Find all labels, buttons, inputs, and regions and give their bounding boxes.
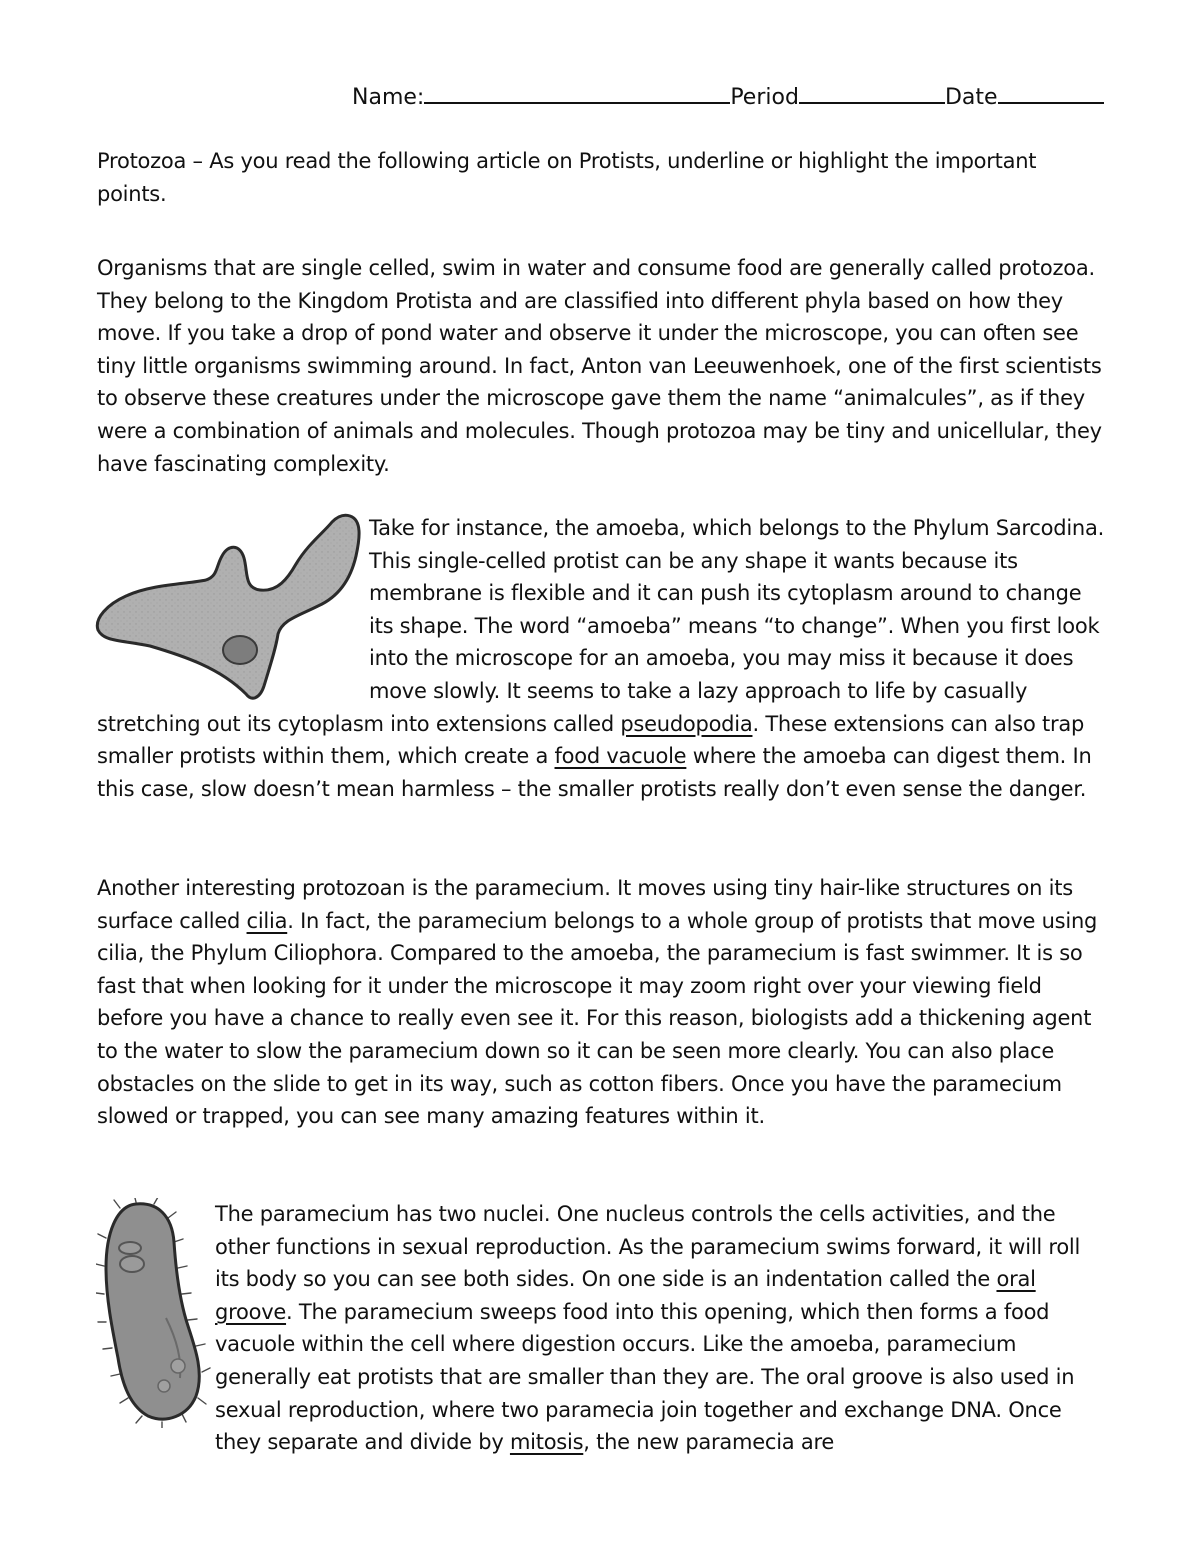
paragraph-text: . The paramecium sweeps food into this opening, which then forms a food vacuole within the cell where digestion occurs. Like the amoeba, paramecium generally eat protists that are smaller than they are. The oral groove is also used in sexual reproduction, where two paramecia join together and exchange DNA. Once they separate and divide by (215, 1299, 1075, 1455)
term-oral-groove: oral groove (215, 1267, 1036, 1324)
paragraph-paramecium (97, 872, 1107, 1133)
name-label: Name: (352, 85, 425, 110)
paragraph-paramecium-nuclei (97, 1198, 1107, 1459)
paragraph-protozoa (97, 252, 1107, 480)
term-cilia: cilia (246, 908, 288, 933)
paramecium-illustration (96, 1198, 214, 1428)
amoeba-nucleus (223, 636, 257, 664)
paragraph-text: The paramecium has two nuclei. One nucleus controls the cells activities, and the other functions in sexual reproduction. As the paramecium swims forward, it will roll its body so you can see both sides. On one side is an indentation called the (215, 1202, 1081, 1292)
intro-lead: Protozoa – (97, 149, 210, 173)
date-label: Date (944, 85, 998, 110)
macronucleus (120, 1256, 144, 1272)
term-food-vacuole: food vacuole (554, 744, 687, 769)
contractile-vacuole (158, 1380, 170, 1392)
period-blank (799, 80, 945, 104)
period-label: Period (730, 85, 799, 110)
paragraph-text: where the amoeba can digest them. In this case, slow doesn’t mean harmless – the smaller protists really don’t even sense the danger. (97, 744, 1092, 801)
term-mitosis: mitosis (509, 1430, 584, 1455)
paramecium-cell-body (106, 1204, 199, 1419)
paragraph-text: Organisms that are single celled, swim in water and consume food are generally called protozoa. They belong to the Kingdom Protista and are classified into different phyla based on how they move. If you take a drop of pond water and observe it under the microscope, you can often see tiny little organisms swimming around. In fact, Anton van Leeuwenhoek, one of the first scientists to observe these creatures under the microscope gave them the name “animalcules”, as if they were a combination of animals and molecules. Though protozoa may be tiny and unicellular, they have fascinating complexity. (97, 256, 1102, 476)
term-pseudopodia: pseudopodia (620, 711, 753, 736)
name-blank (424, 80, 730, 104)
paragraph-text: Another interesting protozoan is the paramecium. It moves using tiny hair-like structures on its surface called (97, 876, 1073, 933)
intro-text: As you read the following article on Protists, underline or highlight the important points. (97, 149, 1037, 206)
amoeba-cell-body (97, 515, 359, 698)
header-line (352, 80, 1112, 114)
intro-instructions (97, 145, 1107, 210)
food-vacuole (171, 1359, 185, 1373)
paragraph-text: Take for instance, the amoeba, which belongs to the Phylum Sarcodina. This single-celled protist can be any shape it wants because its membrane is flexible and it can push its cytoplasm around to change its shape. The word “amoeba” means “to change”. When you first look into the microscope for an amoeba, you may miss it because it does move slowly. It seems to take a lazy approach to life by casually stretching out its cytoplasm into extensions called (97, 516, 1105, 736)
paragraph-text: . In fact, the paramecium belongs to a whole group of protists that move using cilia, the Phylum Ciliophora. Compared to the amoeba, the paramecium is fast swimmer. It is so fast that when looking for it under the microscope it may zoom right over your viewing field before you have a chance to really even see it. For this reason, biologists add a thickening agent to the water to slow the paramecium down so it can be seen more clearly. You can also place obstacles on the slide to get in its way, such as cotton fibers. Once you have the paramecium slowed or trapped, you can see many amazing features within it. (97, 908, 1098, 1129)
amoeba-illustration (92, 508, 364, 708)
paragraph-text: . These extensions can also trap smaller protists within them, which create a (97, 711, 1085, 769)
date-blank (998, 80, 1104, 104)
micronucleus (119, 1242, 141, 1254)
paragraph-text: , the new paramecia are (583, 1430, 835, 1455)
